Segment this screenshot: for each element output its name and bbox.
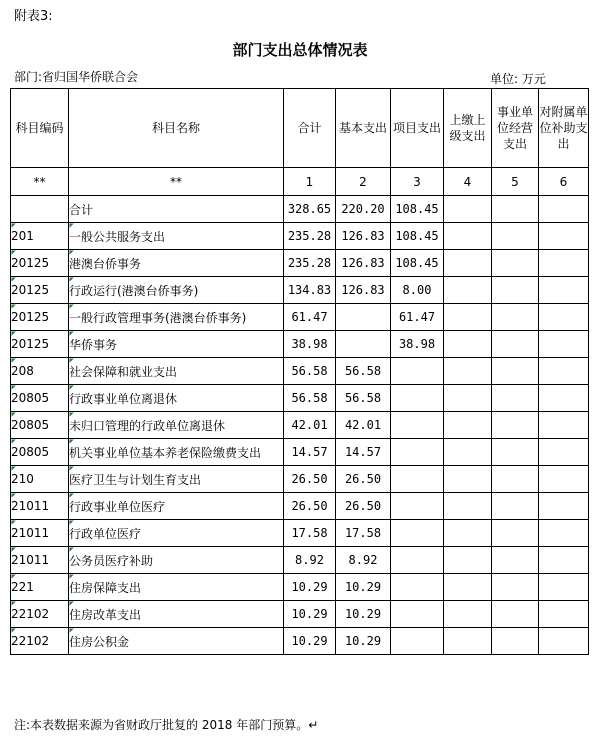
cell-subsidy [539, 304, 589, 331]
cell-code: 21011 [11, 547, 69, 574]
cell-basic: 126.83 [336, 250, 391, 277]
cell-basic: 56.58 [336, 385, 391, 412]
cell-basic: 220.20 [336, 196, 391, 223]
cell-business [492, 547, 539, 574]
cell-code: 22102 [11, 628, 69, 655]
table-row [11, 547, 589, 574]
header-row [11, 89, 589, 168]
table-title: 部门支出总体情况表 [232, 41, 368, 59]
cell-upper [444, 250, 492, 277]
cell-project [391, 601, 444, 628]
column-number-row [11, 168, 589, 196]
cell-subsidy [539, 196, 589, 223]
table-row [11, 385, 589, 412]
cell-upper [444, 493, 492, 520]
attachment-label: 附表3: [14, 9, 53, 24]
cell-basic: 17.58 [336, 520, 391, 547]
cell-code: 201 [11, 223, 69, 250]
cell-basic: 10.29 [336, 601, 391, 628]
cell-name: 一般行政管理事务(港澳台侨事务) [69, 304, 284, 331]
cell-total: 17.58 [284, 520, 336, 547]
header-total: 合计 [284, 89, 336, 168]
table-row [11, 250, 589, 277]
cell-business [492, 439, 539, 466]
cell-subsidy [539, 493, 589, 520]
cell-name: 华侨事务 [69, 331, 284, 358]
column-number: 6 [539, 168, 589, 196]
table-body [11, 196, 589, 655]
cell-subsidy [539, 223, 589, 250]
cell-code: 20805 [11, 412, 69, 439]
cell-project: 108.45 [391, 250, 444, 277]
department-label: 部门:省归国华侨联合会 [14, 70, 139, 84]
cell-project: 8.00 [391, 277, 444, 304]
column-number: 4 [444, 168, 492, 196]
cell-name: 社会保障和就业支出 [69, 358, 284, 385]
cell-code: 210 [11, 466, 69, 493]
table-row [11, 196, 589, 223]
cell-upper [444, 466, 492, 493]
cell-basic: 10.29 [336, 574, 391, 601]
table-row [11, 574, 589, 601]
cell-name: 住房公积金 [69, 628, 284, 655]
cell-project [391, 466, 444, 493]
cell-total: 10.29 [284, 574, 336, 601]
column-number: 3 [391, 168, 444, 196]
cell-code: 221 [11, 574, 69, 601]
table-row [11, 628, 589, 655]
expenditure-table [10, 88, 589, 655]
cell-business [492, 331, 539, 358]
footnote: 注:本表数据来源为省财政厅批复的 2018 年部门预算。↵ [14, 718, 319, 732]
cell-total: 26.50 [284, 493, 336, 520]
cell-subsidy [539, 574, 589, 601]
cell-project [391, 358, 444, 385]
cell-subsidy [539, 439, 589, 466]
cell-name: 一般公共服务支出 [69, 223, 284, 250]
cell-total: 8.92 [284, 547, 336, 574]
cell-basic: 42.01 [336, 412, 391, 439]
header-subsidy: 对附属单位补助支出 [539, 89, 589, 168]
header-business: 事业单位经营支出 [492, 89, 539, 168]
cell-business [492, 358, 539, 385]
cell-name: 住房改革支出 [69, 601, 284, 628]
cell-total: 235.28 [284, 223, 336, 250]
cell-basic: 8.92 [336, 547, 391, 574]
cell-project [391, 412, 444, 439]
cell-upper [444, 385, 492, 412]
cell-basic: 26.50 [336, 493, 391, 520]
cell-upper [444, 574, 492, 601]
cell-total: 10.29 [284, 601, 336, 628]
cell-subsidy [539, 277, 589, 304]
cell-total: 61.47 [284, 304, 336, 331]
cell-basic: 126.83 [336, 277, 391, 304]
cell-total: 56.58 [284, 358, 336, 385]
cell-project: 61.47 [391, 304, 444, 331]
cell-business [492, 196, 539, 223]
cell-total: 10.29 [284, 628, 336, 655]
table-row [11, 331, 589, 358]
column-number: ** [11, 168, 69, 196]
column-number: 2 [336, 168, 391, 196]
table-row [11, 412, 589, 439]
cell-basic: 14.57 [336, 439, 391, 466]
cell-name: 行政单位医疗 [69, 520, 284, 547]
column-number: ** [69, 168, 284, 196]
cell-subsidy [539, 358, 589, 385]
cell-code [11, 196, 69, 223]
unit-label: 单位: 万元 [490, 72, 546, 86]
cell-business [492, 601, 539, 628]
cell-business [492, 223, 539, 250]
cell-business [492, 250, 539, 277]
cell-name: 合计 [69, 196, 284, 223]
column-number: 1 [284, 168, 336, 196]
table-row [11, 277, 589, 304]
table-row [11, 466, 589, 493]
cell-project [391, 439, 444, 466]
cell-business [492, 493, 539, 520]
header-code: 科目编码 [11, 89, 69, 168]
cell-code: 22102 [11, 601, 69, 628]
cell-name: 住房保障支出 [69, 574, 284, 601]
cell-upper [444, 439, 492, 466]
cell-subsidy [539, 412, 589, 439]
cell-name: 行政运行(港澳台侨事务) [69, 277, 284, 304]
cell-code: 20125 [11, 331, 69, 358]
cell-code: 20125 [11, 304, 69, 331]
cell-total: 235.28 [284, 250, 336, 277]
cell-basic [336, 304, 391, 331]
cell-total: 38.98 [284, 331, 336, 358]
cell-code: 21011 [11, 520, 69, 547]
cell-business [492, 304, 539, 331]
cell-subsidy [539, 547, 589, 574]
header-name: 科目名称 [69, 89, 284, 168]
cell-upper [444, 628, 492, 655]
cell-upper [444, 277, 492, 304]
cell-subsidy [539, 520, 589, 547]
table-row [11, 358, 589, 385]
cell-total: 56.58 [284, 385, 336, 412]
cell-upper [444, 331, 492, 358]
cell-upper [444, 223, 492, 250]
table-row [11, 304, 589, 331]
cell-upper [444, 358, 492, 385]
cell-code: 21011 [11, 493, 69, 520]
cell-code: 20125 [11, 250, 69, 277]
cell-business [492, 520, 539, 547]
cell-subsidy [539, 628, 589, 655]
cell-basic: 10.29 [336, 628, 391, 655]
cell-project: 108.45 [391, 196, 444, 223]
cell-upper [444, 520, 492, 547]
table-row [11, 223, 589, 250]
cell-name: 机关事业单位基本养老保险缴费支出 [69, 439, 284, 466]
cell-code: 208 [11, 358, 69, 385]
column-number: 5 [492, 168, 539, 196]
cell-total: 42.01 [284, 412, 336, 439]
table-row [11, 439, 589, 466]
cell-total: 26.50 [284, 466, 336, 493]
cell-total: 134.83 [284, 277, 336, 304]
cell-code: 20805 [11, 439, 69, 466]
cell-business [492, 277, 539, 304]
cell-total: 14.57 [284, 439, 336, 466]
cell-name: 未归口管理的行政单位离退休 [69, 412, 284, 439]
cell-project [391, 493, 444, 520]
cell-code: 20805 [11, 385, 69, 412]
cell-project: 108.45 [391, 223, 444, 250]
cell-subsidy [539, 331, 589, 358]
cell-upper [444, 412, 492, 439]
header-project: 项目支出 [391, 89, 444, 168]
header-basic: 基本支出 [336, 89, 391, 168]
cell-project [391, 520, 444, 547]
cell-name: 港澳台侨事务 [69, 250, 284, 277]
table-row [11, 493, 589, 520]
cell-subsidy [539, 250, 589, 277]
cell-project: 38.98 [391, 331, 444, 358]
table-row [11, 601, 589, 628]
cell-upper [444, 601, 492, 628]
cell-total: 328.65 [284, 196, 336, 223]
cell-basic: 126.83 [336, 223, 391, 250]
cell-basic [336, 331, 391, 358]
header-upper: 上缴上级支出 [444, 89, 492, 168]
cell-subsidy [539, 466, 589, 493]
cell-business [492, 574, 539, 601]
cell-basic: 26.50 [336, 466, 391, 493]
cell-code: 20125 [11, 277, 69, 304]
cell-business [492, 385, 539, 412]
cell-name: 公务员医疗补助 [69, 547, 284, 574]
cell-upper [444, 547, 492, 574]
cell-business [492, 412, 539, 439]
cell-subsidy [539, 385, 589, 412]
cell-subsidy [539, 601, 589, 628]
cell-name: 行政事业单位离退休 [69, 385, 284, 412]
cell-name: 行政事业单位医疗 [69, 493, 284, 520]
cell-name: 医疗卫生与计划生育支出 [69, 466, 284, 493]
cell-project [391, 547, 444, 574]
cell-upper [444, 196, 492, 223]
cell-upper [444, 304, 492, 331]
cell-project [391, 628, 444, 655]
cell-project [391, 385, 444, 412]
cell-business [492, 628, 539, 655]
cell-business [492, 466, 539, 493]
cell-project [391, 574, 444, 601]
cell-basic: 56.58 [336, 358, 391, 385]
table-row [11, 520, 589, 547]
